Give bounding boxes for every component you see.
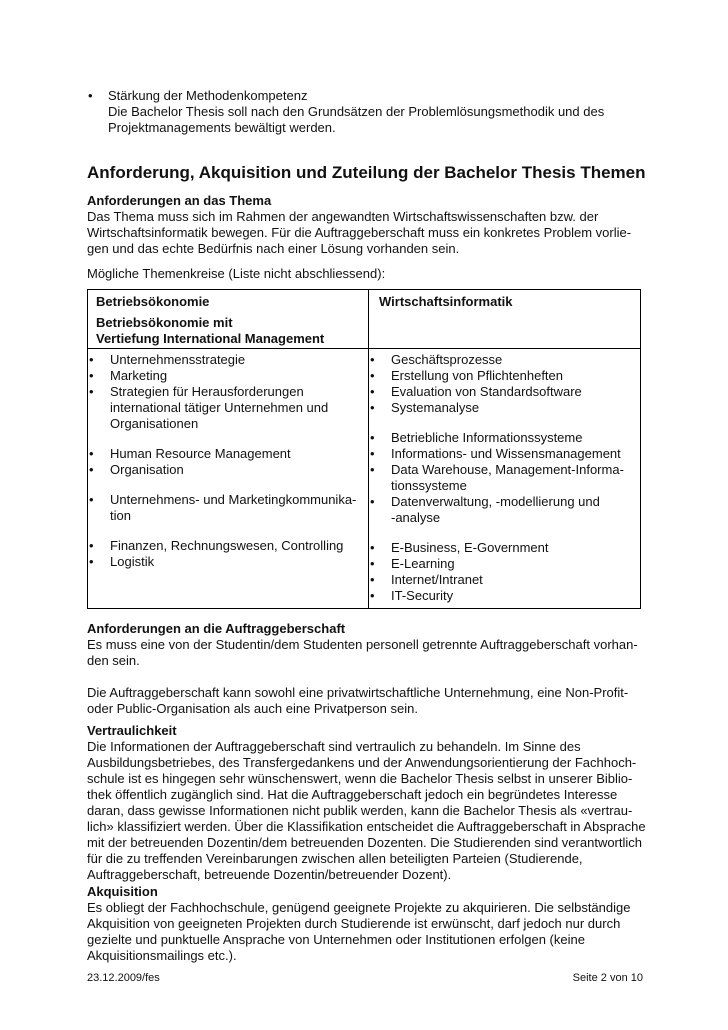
section-auftraggeberschaft	[87, 621, 643, 717]
topic-text: Human Resource Management	[110, 446, 291, 461]
section-thema	[87, 193, 643, 257]
paragraph-line: Akquisitionsmailings etc.).	[87, 948, 237, 963]
list-gap	[369, 526, 640, 540]
topic-text: Organisationen	[110, 416, 199, 431]
themenkreise-intro: Mögliche Themenkreise (Liste nicht abschliessend):	[87, 266, 386, 281]
paragraph-line: gezielte und punktuelle Ansprache von Unternehmen oder Institutionen erfolgen (keine	[87, 932, 585, 947]
page-footer	[87, 972, 643, 984]
topic-text: Datenverwaltung, -modellierung und	[391, 494, 600, 509]
bullet-marker: •	[89, 462, 94, 477]
topic-text: Erstellung von Pflichtenheften	[391, 368, 563, 383]
bullet-marker: •	[89, 352, 94, 367]
left-topic-item	[88, 538, 368, 554]
topic-text: Informations- und Wissensmanagement	[391, 446, 621, 461]
right-topic-item	[369, 400, 640, 416]
intro-bullet-line: Die Bachelor Thesis soll nach den Grundsätzen der Problemlösungsmethodik und des	[108, 104, 605, 119]
bullet-marker: •	[370, 352, 375, 367]
bullet-marker: •	[88, 88, 93, 103]
right-topic-item	[369, 446, 640, 462]
column-header: Betriebsökonomie	[96, 294, 210, 309]
topic-text: Marketing	[110, 368, 168, 383]
paragraph-line: schule ist es hingegen sehr wünschenswert, wenn die Bachelor Thesis selbst in unserer Biblio-	[87, 771, 633, 786]
topic-text: E-Business, E-Government	[391, 540, 549, 555]
left-topic-list	[88, 349, 368, 574]
topic-text: Unternehmens- und Marketingkommunika-	[110, 492, 357, 507]
paragraph-line: Das Thema muss sich im Rahmen der angewandten Wirtschaftswissenschaften bzw. der	[87, 209, 599, 224]
list-gap	[88, 432, 368, 446]
topic-text: E-Learning	[391, 556, 455, 571]
left-topics-cell	[88, 349, 369, 609]
right-topic-item	[369, 462, 640, 494]
topic-text: Unternehmensstrategie	[110, 352, 246, 367]
right-topic-item	[369, 368, 640, 384]
topic-text: Organisation	[110, 462, 184, 477]
column-header: Wirtschaftsinformatik	[379, 294, 513, 309]
right-topic-item	[369, 352, 640, 368]
topic-text: international tätiger Unternehmen und	[110, 400, 329, 415]
footer-date: 23.12.2009/fes	[87, 972, 160, 984]
paragraph-line: gen und das echte Bedürfnis nach einer Lösung vorhanden sein.	[87, 241, 460, 256]
paragraph-line: lich» klassifiziert werden. Über die Klassifikation entscheidet die Auftraggeberschaft in Absprache	[87, 819, 646, 834]
left-topic-item	[88, 384, 368, 432]
topic-text: Data Warehouse, Management-Informa-	[391, 462, 624, 477]
bullet-marker: •	[89, 538, 94, 553]
topic-text: Internet/Intranet	[391, 572, 483, 587]
section-heading: Anforderungen an die Auftraggeberschaft	[87, 621, 346, 636]
footer-page-number: Seite 2 von 10	[572, 972, 643, 984]
bullet-marker: •	[370, 430, 375, 445]
left-header-cell	[88, 290, 369, 349]
topic-text: Systemanalyse	[391, 400, 480, 415]
topic-text: Strategien für Herausforderungen	[110, 384, 304, 399]
right-topic-item	[369, 572, 640, 588]
topic-text: -analyse	[391, 510, 441, 525]
bullet-marker: •	[370, 556, 375, 571]
section-vertraulichkeit	[87, 723, 646, 883]
right-topic-item	[369, 494, 640, 526]
paragraph-line: thek öffentlich zugänglich sind. Hat die Auftraggeberschaft jedoch ein begründetes Interesse	[87, 787, 618, 802]
right-topic-list	[369, 349, 640, 608]
list-gap	[88, 478, 368, 492]
list-gap	[369, 416, 640, 430]
topics-table	[87, 289, 641, 609]
right-header-cell	[369, 290, 641, 349]
bullet-marker: •	[89, 492, 94, 507]
intro-bullet-line: Projektmanagements bewältigt werden.	[108, 120, 336, 135]
bullet-marker: •	[370, 462, 375, 477]
bullet-marker: •	[89, 368, 94, 383]
section-heading: Akquisition	[87, 884, 158, 899]
bullet-marker: •	[370, 384, 375, 399]
section-heading: Anforderungen an das Thema	[87, 193, 272, 208]
paragraph-line: Ausbildungsbetriebes, des Transfergedankens und der Anwendungsorientierung der Fachhoch-	[87, 755, 637, 770]
topic-text: Evaluation von Standardsoftware	[391, 384, 582, 399]
right-topic-item	[369, 556, 640, 572]
bullet-marker: •	[370, 540, 375, 555]
topic-text: Geschäftsprozesse	[391, 352, 503, 367]
left-topic-item	[88, 462, 368, 478]
paragraph-line: für die zu treffenden Vereinbarungen zwischen allen beteiligten Parteien (Studierende,	[87, 851, 583, 866]
left-topic-item	[88, 492, 368, 524]
column-header: Vertiefung International Management	[96, 331, 325, 346]
left-topic-item	[88, 368, 368, 384]
bullet-marker: •	[370, 572, 375, 587]
right-topic-item	[369, 540, 640, 556]
topic-text: Logistik	[110, 554, 155, 569]
list-gap	[88, 524, 368, 538]
paragraph-line: Es muss eine von der Studentin/dem Studenten personell getrennte Auftraggeberschaft vorhan-	[87, 637, 638, 652]
paragraph-line: Die Auftraggeberschaft kann sowohl eine privatwirtschaftliche Unternehmung, eine Non-Profit-	[87, 685, 629, 700]
paragraph-line: Auftraggeberschaft, betreuende Dozentin/betreuender Dozent).	[87, 867, 452, 882]
paragraph-line: oder Public-Organisation als auch eine Privatperson sein.	[87, 701, 418, 716]
left-topic-item	[88, 446, 368, 462]
right-topic-item	[369, 588, 640, 604]
left-topic-item	[88, 352, 368, 368]
paragraph-line: Es obliegt der Fachhochschule, genügend geeignete Projekte zu akquirieren. Die selbständige	[87, 900, 631, 915]
topic-text: tionssysteme	[391, 478, 467, 493]
paragraph-line: mit der betreuenden Dozentin/dem betreuenden Dozenten. Die Studierenden sind verantwortlich	[87, 835, 643, 850]
right-topic-item	[369, 384, 640, 400]
bullet-marker: •	[89, 554, 94, 569]
bullet-marker: •	[89, 446, 94, 461]
topic-text: tion	[110, 508, 131, 523]
right-topics-cell	[369, 349, 641, 609]
paragraph-line: den sein.	[87, 653, 140, 668]
bullet-marker: •	[370, 588, 375, 603]
paragraph-line: daran, dass gewisse Informationen nicht publik werden, kann die Bachelor Thesis als «vertrau-	[87, 803, 633, 818]
section-heading: Vertraulichkeit	[87, 723, 177, 738]
bullet-marker: •	[370, 400, 375, 415]
topic-text: IT-Security	[391, 588, 454, 603]
paragraph-line: Akquisition von geeigneten Projekten durch Studierende ist erwünscht, darf jedoch nur durch	[87, 916, 621, 931]
left-topic-item	[88, 554, 368, 570]
intro-bullet-line: Stärkung der Methodenkompetenz	[108, 88, 308, 103]
right-topic-item	[369, 430, 640, 446]
section-akquisition	[87, 884, 643, 964]
bullet-marker: •	[370, 368, 375, 383]
bullet-marker: •	[370, 494, 375, 509]
paragraph-line: Die Informationen der Auftraggeberschaft sind vertraulich zu behandeln. Im Sinne des	[87, 739, 581, 754]
paragraph-line: Wirtschaftsinformatik bewegen. Für die Auftraggeberschaft muss ein konkretes Problem vorlie-	[87, 225, 632, 240]
bullet-marker: •	[370, 446, 375, 461]
topic-text: Finanzen, Rechnungswesen, Controlling	[110, 538, 344, 553]
main-heading: Anforderung, Akquisition und Zuteilung der Bachelor Thesis Themen	[87, 163, 646, 182]
topic-text: Betriebliche Informationssysteme	[391, 430, 583, 445]
column-header: Betriebsökonomie mit	[96, 315, 233, 330]
bullet-marker: •	[89, 384, 94, 399]
